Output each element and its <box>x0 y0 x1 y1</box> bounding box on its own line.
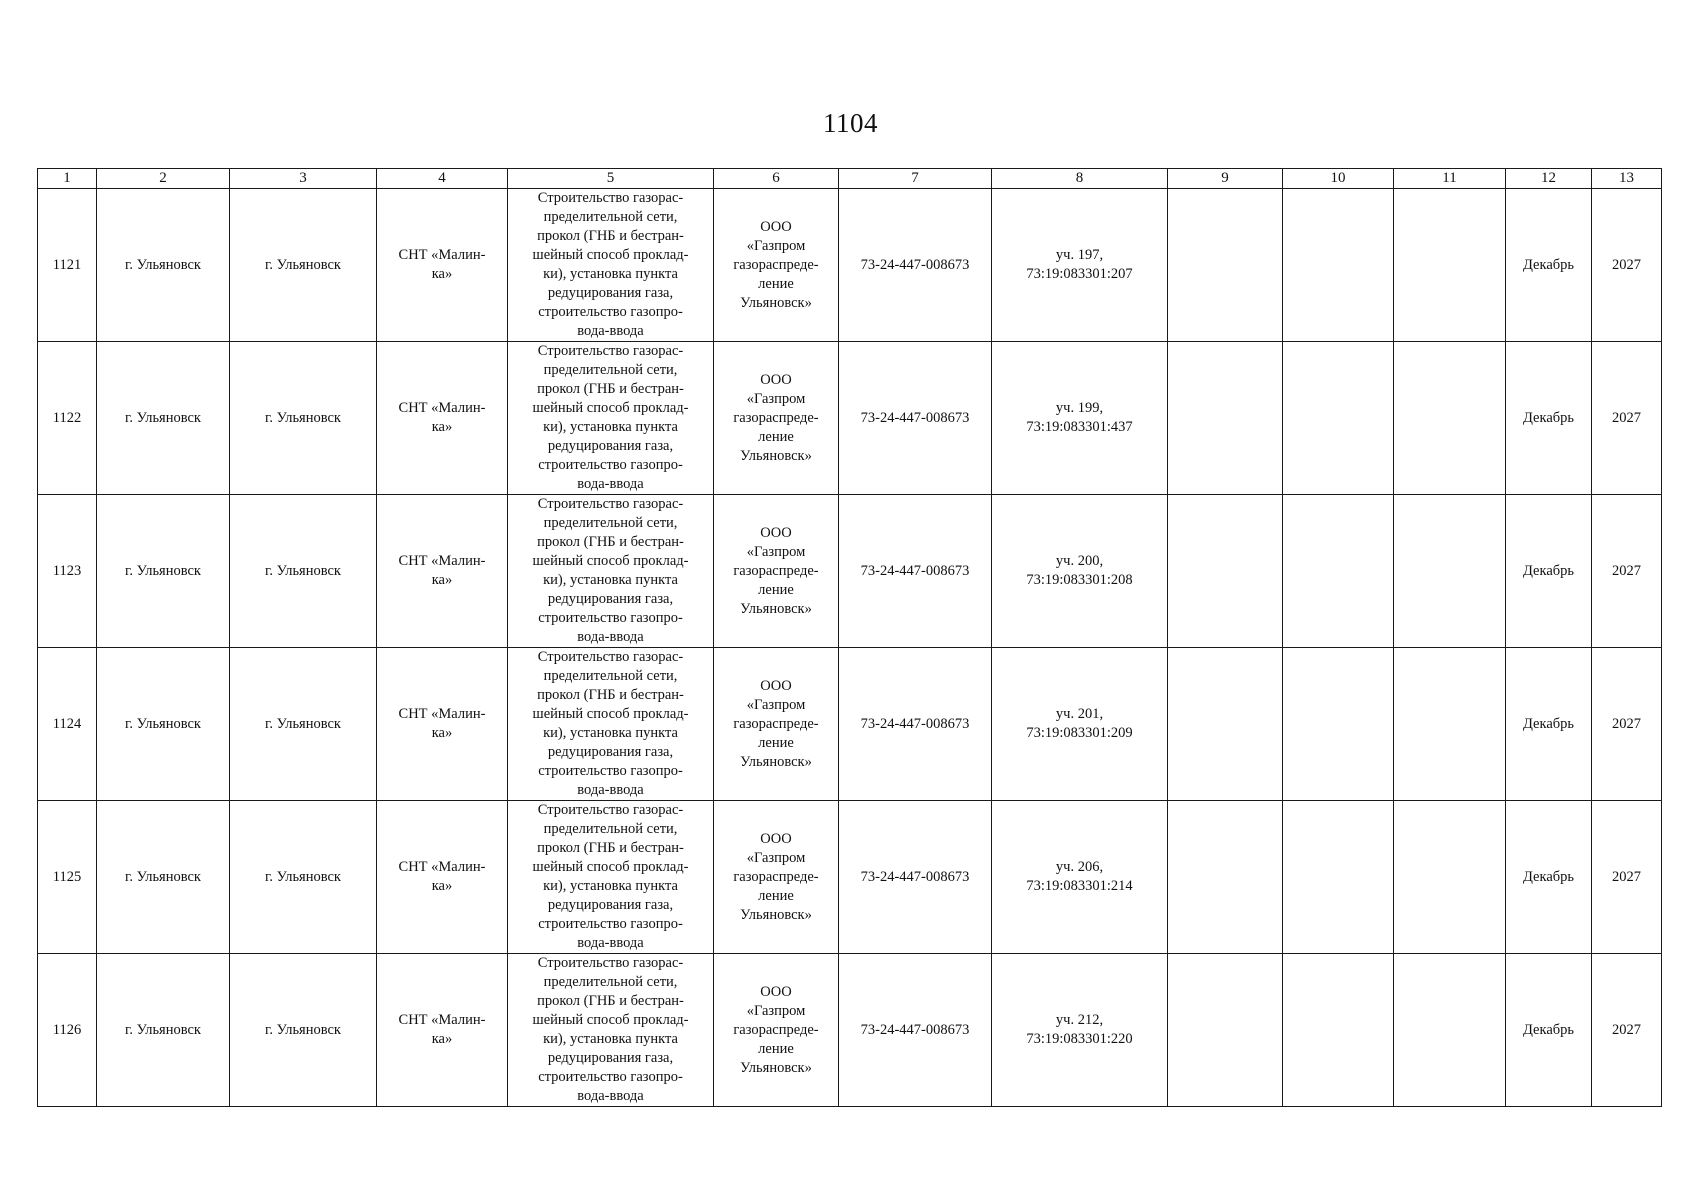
organization-cell-line: ООО <box>760 218 792 235</box>
work-description-cell-line: пределительной сети, <box>543 974 678 990</box>
work-description-cell-line: Строительство газорас- <box>537 496 684 512</box>
organization-cell-line: «Газпром <box>746 237 806 254</box>
work-description-cell-line: строительство газопро- <box>538 457 683 473</box>
organization-cell-line: Ульяновск» <box>740 753 812 770</box>
parcel-cell-line: уч. 199, <box>1055 400 1104 416</box>
empty-cell-9 <box>1168 189 1283 342</box>
organization-cell-line: Ульяновск» <box>740 906 812 923</box>
row-number-cell: 1124 <box>38 648 97 801</box>
empty-cell-10 <box>1283 648 1394 801</box>
location-cell-line: ка» <box>431 266 453 282</box>
column-header: 3 <box>230 169 377 189</box>
organization-cell-line: ООО <box>760 983 792 1000</box>
month-cell: Декабрь <box>1506 954 1592 1107</box>
work-description-cell-line: редуцирования газа, <box>547 285 674 301</box>
location-cell <box>377 801 508 954</box>
city-cell: г. Ульяновск <box>97 954 230 1107</box>
organization-cell-line: «Газпром <box>746 1002 806 1019</box>
parcel-cell-line: уч. 197, <box>1055 247 1104 263</box>
location-cell <box>377 342 508 495</box>
organization-cell-line: газораспреде- <box>733 1021 819 1038</box>
organization-cell-line: газораспреде- <box>733 409 819 426</box>
organization-cell <box>714 189 839 342</box>
parcel-cell-line: 73:19:083301:209 <box>1026 725 1133 741</box>
work-description-cell-line: пределительной сети, <box>543 821 678 837</box>
work-description-cell-line: ки), установка пункта <box>543 1031 678 1047</box>
column-header: 8 <box>992 169 1168 189</box>
work-description-cell-line: пределительной сети, <box>543 209 678 225</box>
empty-cell-9 <box>1168 342 1283 495</box>
organization-cell-line: ление <box>758 887 794 904</box>
registration-number-cell: 73-24-447-008673 <box>839 342 992 495</box>
parcel-cell-line: уч. 200, <box>1055 553 1104 569</box>
work-description-cell-line: вода-ввода <box>577 1088 644 1104</box>
organization-cell-line: Ульяновск» <box>740 294 812 311</box>
settlement-cell: г. Ульяновск <box>230 495 377 648</box>
location-cell-line: ка» <box>431 878 453 894</box>
work-description-cell-line: строительство газопро- <box>538 763 683 779</box>
work-description-cell-line: прокол (ГНБ и бестран- <box>537 228 684 244</box>
organization-cell-line: «Газпром <box>746 543 806 560</box>
empty-cell-9 <box>1168 648 1283 801</box>
work-description-cell-line: ки), установка пункта <box>543 266 678 282</box>
parcel-cell-line: уч. 201, <box>1055 706 1104 722</box>
page-number: 1104 <box>823 108 878 138</box>
month-cell: Декабрь <box>1506 189 1592 342</box>
organization-cell-line: ление <box>758 428 794 445</box>
work-description-cell <box>508 801 714 954</box>
parcel-cell-line: 73:19:083301:220 <box>1026 1031 1133 1047</box>
organization-cell-line: ление <box>758 1040 794 1057</box>
work-description-cell-line: шейный способ проклад- <box>532 859 689 875</box>
parcel-cell-line: 73:19:083301:214 <box>1026 878 1133 894</box>
work-description-cell-line: редуцирования газа, <box>547 1050 674 1066</box>
parcel-cell-line: 73:19:083301:437 <box>1026 419 1133 435</box>
organization-cell <box>714 495 839 648</box>
work-description-cell-line: ки), установка пункта <box>543 572 678 588</box>
registration-number-cell: 73-24-447-008673 <box>839 648 992 801</box>
column-header: 1 <box>38 169 97 189</box>
location-cell <box>377 648 508 801</box>
work-description-cell-line: шейный способ проклад- <box>532 247 689 263</box>
city-cell: г. Ульяновск <box>97 342 230 495</box>
year-cell: 2027 <box>1592 648 1662 801</box>
table-row <box>38 648 1662 801</box>
registration-number-cell: 73-24-447-008673 <box>839 954 992 1107</box>
empty-cell-11 <box>1394 189 1506 342</box>
work-description-cell-line: вода-ввода <box>577 935 644 951</box>
empty-cell-11 <box>1394 495 1506 648</box>
registration-number-cell: 73-24-447-008673 <box>839 189 992 342</box>
work-description-cell-line: строительство газопро- <box>538 304 683 320</box>
month-cell: Декабрь <box>1506 495 1592 648</box>
table-row <box>38 342 1662 495</box>
empty-cell-11 <box>1394 954 1506 1107</box>
column-header: 12 <box>1506 169 1592 189</box>
column-header: 10 <box>1283 169 1394 189</box>
column-header: 13 <box>1592 169 1662 189</box>
year-cell: 2027 <box>1592 954 1662 1107</box>
work-description-cell-line: прокол (ГНБ и бестран- <box>537 381 684 397</box>
work-description-cell <box>508 648 714 801</box>
row-number-cell: 1126 <box>38 954 97 1107</box>
parcel-cell <box>992 495 1168 648</box>
work-description-cell-line: вода-ввода <box>577 782 644 798</box>
work-description-cell-line: редуцирования газа, <box>547 897 674 913</box>
table-row <box>38 189 1662 342</box>
work-description-cell-line: прокол (ГНБ и бестран- <box>537 534 684 550</box>
location-cell-line: СНТ «Малин- <box>398 400 486 416</box>
work-description-cell-line: пределительной сети, <box>543 362 678 378</box>
organization-cell <box>714 342 839 495</box>
work-description-cell-line: редуцирования газа, <box>547 438 674 454</box>
column-header: 11 <box>1394 169 1506 189</box>
parcel-cell <box>992 801 1168 954</box>
city-cell: г. Ульяновск <box>97 648 230 801</box>
work-description-cell <box>508 342 714 495</box>
year-cell: 2027 <box>1592 801 1662 954</box>
work-description-cell-line: прокол (ГНБ и бестран- <box>537 840 684 856</box>
table-row <box>38 495 1662 648</box>
settlement-cell: г. Ульяновск <box>230 954 377 1107</box>
location-cell-line: СНТ «Малин- <box>398 553 486 569</box>
work-description-cell <box>508 954 714 1107</box>
location-cell-line: СНТ «Малин- <box>398 859 486 875</box>
city-cell: г. Ульяновск <box>97 495 230 648</box>
table-body <box>38 189 1662 1107</box>
location-cell-line: ка» <box>431 419 453 435</box>
work-description-cell-line: Строительство газорас- <box>537 955 684 971</box>
column-header: 6 <box>714 169 839 189</box>
table-row <box>38 801 1662 954</box>
organization-cell-line: Ульяновск» <box>740 447 812 464</box>
empty-cell-11 <box>1394 801 1506 954</box>
work-description-cell-line: вода-ввода <box>577 476 644 492</box>
work-description-cell-line: Строительство газорас- <box>537 343 684 359</box>
organization-cell <box>714 954 839 1107</box>
empty-cell-9 <box>1168 495 1283 648</box>
work-description-cell-line: ки), установка пункта <box>543 725 678 741</box>
work-description-cell-line: строительство газопро- <box>538 1069 683 1085</box>
location-cell-line: СНТ «Малин- <box>398 1012 486 1028</box>
settlement-cell: г. Ульяновск <box>230 189 377 342</box>
work-description-cell <box>508 495 714 648</box>
organization-cell-line: «Газпром <box>746 696 806 713</box>
work-description-cell-line: прокол (ГНБ и бестран- <box>537 687 684 703</box>
registration-number-cell: 73-24-447-008673 <box>839 801 992 954</box>
work-description-cell-line: Строительство газорас- <box>537 649 684 665</box>
organization-cell-line: Ульяновск» <box>740 1059 812 1076</box>
header-row <box>38 169 1662 189</box>
month-cell: Декабрь <box>1506 648 1592 801</box>
parcel-cell <box>992 954 1168 1107</box>
work-description-cell <box>508 189 714 342</box>
settlement-cell: г. Ульяновск <box>230 648 377 801</box>
organization-cell-line: газораспреде- <box>733 256 819 273</box>
organization-cell-line: ление <box>758 275 794 292</box>
organization-cell-line: газораспреде- <box>733 562 819 579</box>
year-cell: 2027 <box>1592 495 1662 648</box>
organization-cell-line: ление <box>758 581 794 598</box>
location-cell-line: ка» <box>431 572 453 588</box>
organization-cell-line: ООО <box>760 677 792 694</box>
empty-cell-10 <box>1283 495 1394 648</box>
parcel-cell-line: уч. 206, <box>1055 859 1104 875</box>
parcel-cell <box>992 189 1168 342</box>
year-cell: 2027 <box>1592 342 1662 495</box>
empty-cell-11 <box>1394 648 1506 801</box>
column-header: 7 <box>839 169 992 189</box>
work-description-cell-line: ки), установка пункта <box>543 419 678 435</box>
work-description-cell-line: шейный способ проклад- <box>532 400 689 416</box>
month-cell: Декабрь <box>1506 342 1592 495</box>
location-cell-line: ка» <box>431 1031 453 1047</box>
work-description-cell-line: ки), установка пункта <box>543 878 678 894</box>
empty-cell-10 <box>1283 342 1394 495</box>
organization-cell-line: Ульяновск» <box>740 600 812 617</box>
location-cell <box>377 954 508 1107</box>
work-description-cell-line: вода-ввода <box>577 323 644 339</box>
organization-cell-line: ООО <box>760 524 792 541</box>
work-description-cell-line: редуцирования газа, <box>547 744 674 760</box>
column-header: 4 <box>377 169 508 189</box>
city-cell: г. Ульяновск <box>97 189 230 342</box>
empty-cell-10 <box>1283 954 1394 1107</box>
row-number-cell: 1125 <box>38 801 97 954</box>
work-description-cell-line: пределительной сети, <box>543 668 678 684</box>
row-number-cell: 1122 <box>38 342 97 495</box>
parcel-cell <box>992 648 1168 801</box>
parcel-cell-line: уч. 212, <box>1055 1012 1104 1028</box>
organization-cell-line: газораспреде- <box>733 868 819 885</box>
work-description-cell-line: редуцирования газа, <box>547 591 674 607</box>
registration-number-cell: 73-24-447-008673 <box>839 495 992 648</box>
empty-cell-9 <box>1168 954 1283 1107</box>
row-number-cell: 1123 <box>38 495 97 648</box>
organization-cell-line: ООО <box>760 371 792 388</box>
work-description-cell-line: строительство газопро- <box>538 916 683 932</box>
organization-cell-line: ООО <box>760 830 792 847</box>
organization-cell-line: «Газпром <box>746 390 806 407</box>
empty-cell-11 <box>1394 342 1506 495</box>
organization-cell-line: ление <box>758 734 794 751</box>
organization-cell <box>714 648 839 801</box>
parcel-cell <box>992 342 1168 495</box>
year-cell: 2027 <box>1592 189 1662 342</box>
organization-cell-line: «Газпром <box>746 849 806 866</box>
work-description-cell-line: прокол (ГНБ и бестран- <box>537 993 684 1009</box>
table-row <box>38 954 1662 1107</box>
settlement-cell: г. Ульяновск <box>230 801 377 954</box>
column-header: 2 <box>97 169 230 189</box>
column-header: 5 <box>508 169 714 189</box>
organization-cell <box>714 801 839 954</box>
month-cell: Декабрь <box>1506 801 1592 954</box>
parcel-cell-line: 73:19:083301:207 <box>1026 266 1133 282</box>
location-cell-line: СНТ «Малин- <box>398 247 486 263</box>
city-cell: г. Ульяновск <box>97 801 230 954</box>
row-number-cell: 1121 <box>38 189 97 342</box>
data-table <box>37 168 1662 1107</box>
column-header: 9 <box>1168 169 1283 189</box>
work-description-cell-line: пределительной сети, <box>543 515 678 531</box>
parcel-cell-line: 73:19:083301:208 <box>1026 572 1133 588</box>
location-cell-line: СНТ «Малин- <box>398 706 486 722</box>
work-description-cell-line: строительство газопро- <box>538 610 683 626</box>
work-description-cell-line: Строительство газорас- <box>537 190 684 206</box>
location-cell <box>377 189 508 342</box>
empty-cell-10 <box>1283 801 1394 954</box>
work-description-cell-line: шейный способ проклад- <box>532 1012 689 1028</box>
empty-cell-9 <box>1168 801 1283 954</box>
work-description-cell-line: Строительство газорас- <box>537 802 684 818</box>
work-description-cell-line: шейный способ проклад- <box>532 706 689 722</box>
empty-cell-10 <box>1283 189 1394 342</box>
location-cell-line: ка» <box>431 725 453 741</box>
location-cell <box>377 495 508 648</box>
work-description-cell-line: вода-ввода <box>577 629 644 645</box>
work-description-cell-line: шейный способ проклад- <box>532 553 689 569</box>
organization-cell-line: газораспреде- <box>733 715 819 732</box>
settlement-cell: г. Ульяновск <box>230 342 377 495</box>
